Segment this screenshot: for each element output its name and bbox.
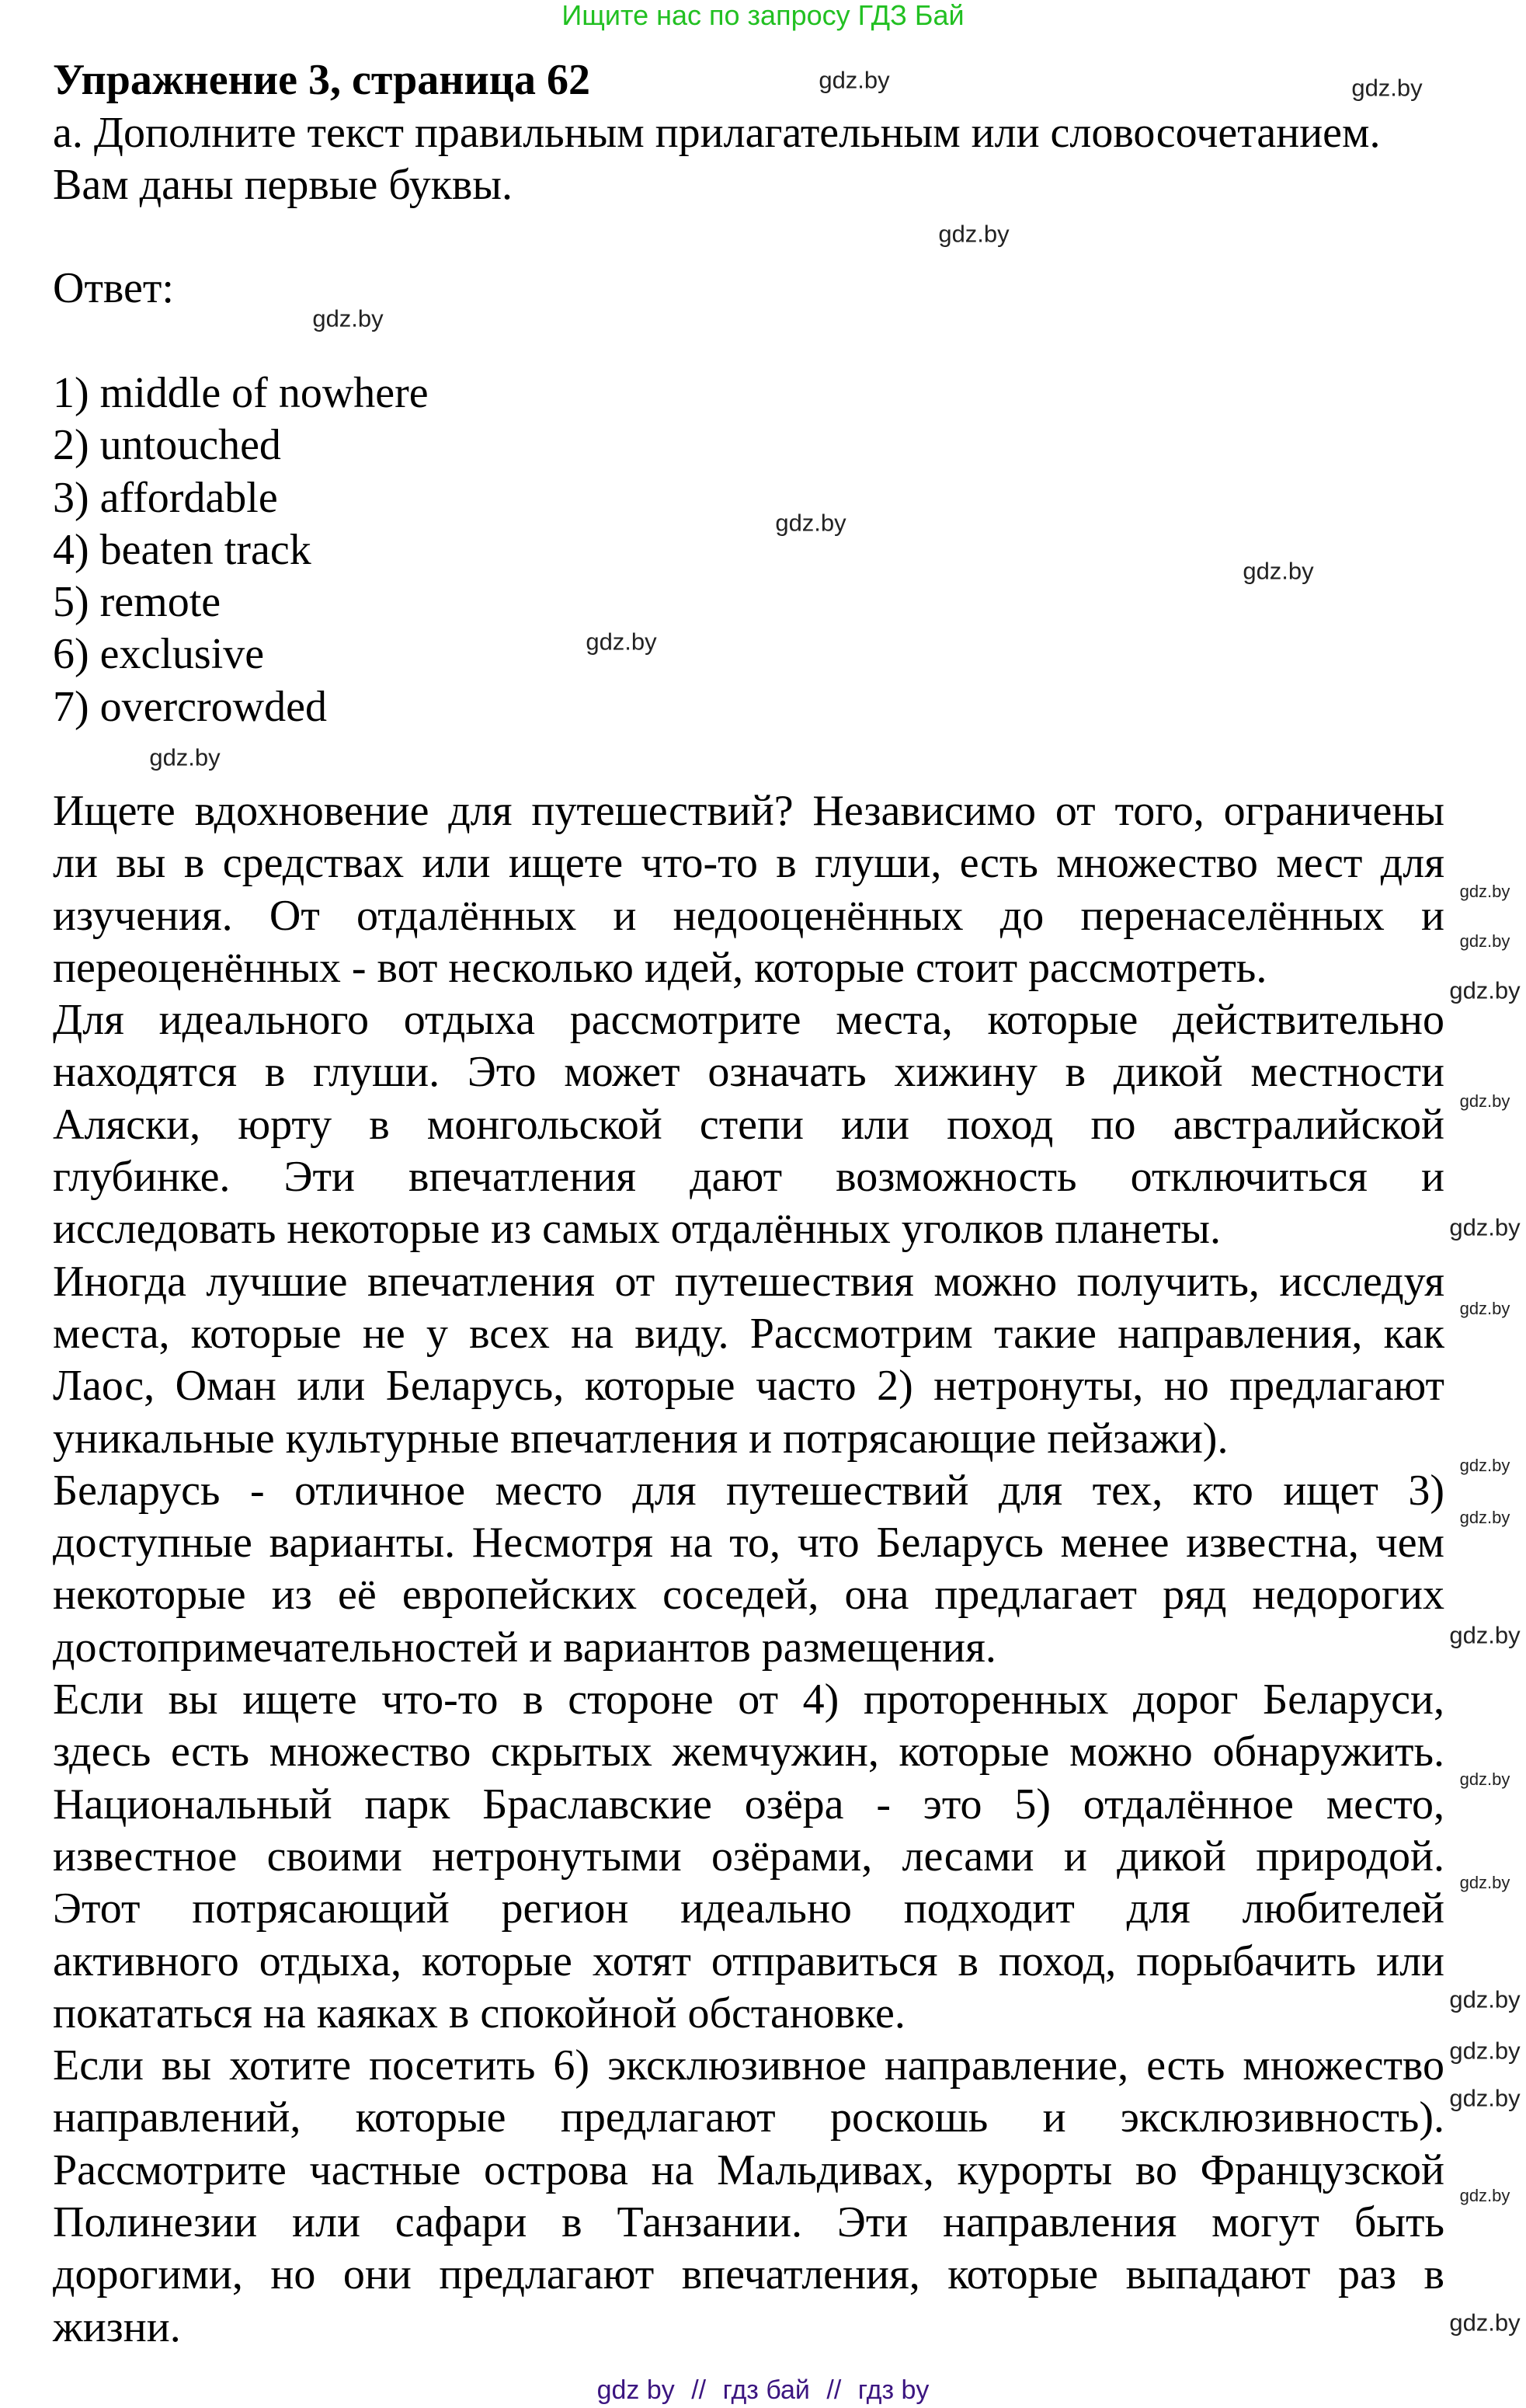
paragraph-line: жизни. xyxy=(53,2302,181,2351)
paragraph-line: находятся в глуши. Это может означать хижину в дикой местности xyxy=(53,1048,1444,1097)
answer-list xyxy=(53,367,1444,733)
watermark: gdz.by xyxy=(1459,1769,1510,1789)
watermark: gdz.by xyxy=(1243,557,1314,585)
paragraph-line: направлений, которые предлагают роскошь и эксклюзивность). xyxy=(53,2093,1444,2142)
watermark: gdz.by xyxy=(586,628,657,656)
task-text xyxy=(53,107,1444,212)
footer-link-gdz-bai[interactable]: гдз бай xyxy=(722,2375,810,2405)
task-line: Вам даны первые буквы. xyxy=(53,161,513,210)
watermark: gdz.by xyxy=(1459,1508,1510,1527)
watermark: gdz.by xyxy=(1459,2186,1510,2205)
paragraph-line: некоторые из её европейских соседей, она предлагает ряд недорогих xyxy=(53,1571,1444,1620)
task-line: а. Дополните текст правильным прилагательным или словосочетанием. xyxy=(53,109,1381,157)
paragraph-line: Беларусь - отличное место для путешествий для тех, кто ищет 3) xyxy=(53,1466,1444,1515)
answer-item: 7) overcrowded xyxy=(53,682,327,731)
paragraph-line: Для идеального отдыха рассмотрите места, которые действительно xyxy=(53,996,1444,1045)
watermark: gdz.by xyxy=(1449,1621,1521,1649)
paragraph-line: здесь есть множество скрытых жемчужин, которые можно обнаружить. xyxy=(53,1728,1444,1776)
paragraph-line: Национальный парк Браславские озёра - это 5) отдалённое место, xyxy=(53,1780,1444,1829)
watermark: gdz.by xyxy=(1449,1213,1521,1241)
paragraph-line: исследовать некоторые из самых отдалённых уголков планеты. xyxy=(53,1205,1222,1254)
footer-separator: // xyxy=(691,2375,707,2405)
watermark: gdz.by xyxy=(1351,74,1423,102)
paragraph-line: Аляски, юрту в монгольской степи или поход по австралийской xyxy=(53,1100,1444,1149)
watermark: gdz.by xyxy=(312,304,384,332)
answer-text xyxy=(53,785,1444,2354)
answer-item: 6) exclusive xyxy=(53,630,265,679)
paragraph-line: Этот потрясающий регион идеально подходит для любителей xyxy=(53,1884,1444,1933)
paragraph xyxy=(53,785,1444,994)
paragraph xyxy=(53,1256,1444,1465)
page-title: Упражнение 3, страница 62 xyxy=(53,56,591,104)
answer-item: 3) affordable xyxy=(53,473,278,522)
answer-label: Ответ: xyxy=(53,264,174,312)
footer-link-gdz-by-ru[interactable]: гдз by xyxy=(857,2375,930,2405)
watermark: gdz.by xyxy=(1449,2084,1521,2112)
paragraph xyxy=(53,994,1444,1255)
watermark: gdz.by xyxy=(775,509,846,537)
watermark: gdz.by xyxy=(1459,1456,1510,1475)
paragraph-line: доступные варианты. Несмотря на то, что Беларусь менее известна, чем xyxy=(53,1519,1444,1568)
watermark: gdz.by xyxy=(1459,1091,1510,1111)
paragraph-line: Лаос, Оман или Беларусь, которые часто 2) нетронуты, но предлагают xyxy=(53,1362,1444,1411)
paragraph-line: места, которые не у всех на виду. Рассмотрим такие направления, как xyxy=(53,1309,1444,1358)
paragraph-line: Рассмотрите частные острова на Мальдивах, курорты во Французской xyxy=(53,2145,1444,2194)
paragraph-line: дорогими, но они предлагают впечатления, которые выпадают раз в xyxy=(53,2250,1444,2299)
watermark: gdz.by xyxy=(819,66,890,94)
watermark: gdz.by xyxy=(1459,1873,1510,1892)
footer-link-gdz-by[interactable]: gdz by xyxy=(596,2375,675,2405)
paragraph-line: Если вы хотите посетить 6) эксклюзивное направление, есть множество xyxy=(53,2041,1444,2090)
paragraph-line: уникальные культурные впечатления и потрясающие пейзажи). xyxy=(53,1414,1229,1463)
answer-item: 2) untouched xyxy=(53,421,281,470)
watermark: gdz.by xyxy=(1449,2309,1521,2337)
answer-item: 5) remote xyxy=(53,578,221,627)
paragraph-line: изучения. От отдалённых и недооценённых до перенаселённых и xyxy=(53,891,1444,940)
paragraph xyxy=(53,1465,1444,1674)
answer-item: 1) middle of nowhere xyxy=(53,369,429,417)
paragraph-line: покататься на каяках в спокойной обстановке. xyxy=(53,1989,906,2037)
paragraph-line: Если вы ищете что-то в стороне от 4) проторенных дорог Беларуси, xyxy=(53,1676,1444,1724)
paragraph-line: ли вы в средствах или ищете что-то в глуши, есть множество мест для xyxy=(53,839,1444,888)
paragraph xyxy=(53,2040,1444,2354)
watermark: gdz.by xyxy=(1459,1299,1510,1318)
paragraph-line: достопримечательностей и вариантов размещения. xyxy=(53,1623,996,1672)
footer-separator: // xyxy=(826,2375,842,2405)
paragraph-line: переоценённых - вот несколько идей, которые стоит рассмотреть. xyxy=(53,943,1267,992)
paragraph-line: известное своими нетронутыми озёрами, лесами и дикой природой. xyxy=(53,1832,1444,1881)
watermark: gdz.by xyxy=(1449,1985,1521,2013)
watermark: gdz.by xyxy=(1449,976,1521,1004)
watermark: gdz.by xyxy=(1449,2037,1521,2065)
watermark: gdz.by xyxy=(1459,931,1510,951)
footer xyxy=(0,2375,1526,2406)
paragraph-line: глубинке. Эти впечатления дают возможность отключиться и xyxy=(53,1153,1444,1202)
watermark: gdz.by xyxy=(149,743,221,771)
paragraph-line: Иногда лучшие впечатления от путешествия можно получить, исследуя xyxy=(53,1257,1444,1306)
search-banner: Ищите нас по запросу ГДЗ Бай xyxy=(561,0,965,31)
paragraph xyxy=(53,1674,1444,2040)
paragraph-line: Полинезии или сафари в Танзании. Эти направления могут быть xyxy=(53,2198,1444,2247)
answer-item: 4) beaten track xyxy=(53,525,311,574)
watermark: gdz.by xyxy=(1459,882,1510,901)
watermark: gdz.by xyxy=(938,220,1010,248)
paragraph-line: активного отдыха, которые хотят отправиться в поход, порыбачить или xyxy=(53,1936,1444,1985)
paragraph-line: Ищете вдохновение для путешествий? Независимо от того, ограничены xyxy=(53,787,1444,835)
